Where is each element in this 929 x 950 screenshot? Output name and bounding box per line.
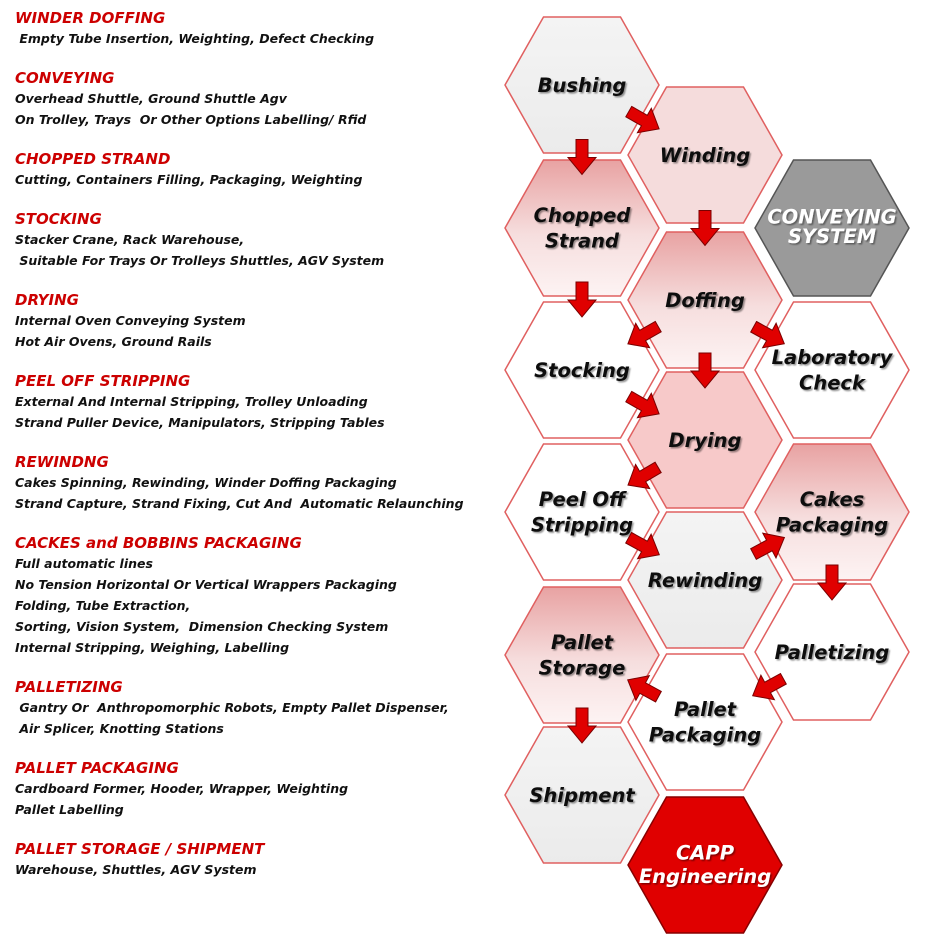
hexagon-label: Pallet xyxy=(550,631,614,655)
hexagon-label: Palletizing xyxy=(774,640,890,664)
section-detail-line: Empty Tube Insertion, Weighting, Defect Checking xyxy=(15,31,375,46)
hexagon-shape xyxy=(505,587,659,723)
hexagon-capp-engineering xyxy=(628,797,782,933)
hexagon-label: Bushing xyxy=(537,73,627,97)
section-detail-line: Cutting, Containers Filling, Packaging, Weighting xyxy=(15,172,363,187)
section-detail-line: Full automatic lines xyxy=(15,556,153,571)
hexagon-label: Shipment xyxy=(529,783,635,807)
section-detail-line: No Tension Horizontal Or Vertical Wrappers Packaging xyxy=(15,577,397,592)
hexagon-label: Cakes xyxy=(799,488,865,512)
hexagon-stocking xyxy=(505,302,659,438)
section-detail-line: Internal Stripping, Weighing, Labelling xyxy=(15,640,290,655)
section-title: CACKES and BOBBINS PACKAGING xyxy=(15,534,302,552)
section-detail-line: Hot Air Ovens, Ground Rails xyxy=(15,334,212,349)
section-detail-line: Pallet Labelling xyxy=(15,802,124,817)
hexagon-chopped-strand xyxy=(505,160,659,296)
section-title: PALLETIZING xyxy=(15,678,123,696)
section-title: PALLET PACKAGING xyxy=(15,759,179,777)
section-detail-line: Suitable For Trays Or Trolleys Shuttles, AGV System xyxy=(15,253,385,268)
hexagon-label: Peel Off xyxy=(538,488,626,512)
hexagon-label: Pallet xyxy=(673,698,737,722)
hexagon-label: Chopped xyxy=(533,204,631,228)
section-detail-line: Cakes Spinning, Rewinding, Winder Doffing Packaging xyxy=(15,475,397,490)
hexagon-label: CAPP xyxy=(676,841,734,865)
hexagon-pallet-packaging xyxy=(628,654,782,790)
section-detail-line: Strand Capture, Strand Fixing, Cut And Automatic Relaunching xyxy=(15,496,464,511)
hexagon-shape xyxy=(505,160,659,296)
hexagon-label: Stocking xyxy=(534,358,630,382)
section-detail-line: On Trolley, Trays Or Other Options Labelling/ Rfid xyxy=(15,112,367,127)
hexagon-label: Storage xyxy=(538,656,626,680)
section-detail-line: Strand Puller Device, Manipulators, Stripping Tables xyxy=(15,415,385,430)
hexagon-pallet-storage xyxy=(505,587,659,723)
section-detail-line: Air Splicer, Knotting Stations xyxy=(15,721,224,736)
hexagon-shipment xyxy=(505,727,659,863)
hexagon-rewinding xyxy=(628,512,782,648)
hexagon-label: CONVEYING xyxy=(767,205,897,229)
hexagon-palletizing xyxy=(755,584,909,720)
hexagon-label: Laboratory xyxy=(771,346,893,370)
hexagon-label: Winding xyxy=(659,143,751,167)
hexagon-bushing xyxy=(505,17,659,153)
hexagon-label: Strand xyxy=(545,229,619,253)
hexagon-label: Packaging xyxy=(648,723,762,747)
hexagon-label: Rewinding xyxy=(647,568,763,592)
section-title: DRYING xyxy=(15,291,79,309)
section-detail-line: Gantry Or Anthropomorphic Robots, Empty Pallet Dispenser, xyxy=(15,700,449,715)
section-title: STOCKING xyxy=(15,210,102,228)
section-detail-line: Folding, Tube Extraction, xyxy=(15,598,191,613)
hexagon-label: Packaging xyxy=(775,513,889,537)
section-title: PALLET STORAGE / SHIPMENT xyxy=(15,840,265,858)
hexagon-conveying-system xyxy=(755,160,909,296)
hexagon-label: Doffing xyxy=(665,288,745,312)
hexagon-label: Drying xyxy=(668,428,742,452)
hexagon-shape xyxy=(755,444,909,580)
section-detail-line: Cardboard Former, Hooder, Wrapper, Weighting xyxy=(15,781,349,796)
section-detail-line: Stacker Crane, Rack Warehouse, xyxy=(15,232,245,247)
hexagon-drying xyxy=(628,372,782,508)
hexagon-shape xyxy=(755,302,909,438)
hexagon-winding xyxy=(628,87,782,223)
hexagon-label: Engineering xyxy=(638,865,772,888)
section-title: CHOPPED STRAND xyxy=(15,150,171,168)
hexagon-label: SYSTEM xyxy=(787,225,877,248)
section-title: REWINDNG xyxy=(15,453,109,471)
section-title: WINDER DOFFING xyxy=(15,9,166,27)
hexagon-laboratory-check xyxy=(755,302,909,438)
section-detail-line: Warehouse, Shuttles, AGV System xyxy=(15,862,257,877)
section-detail-line: Overhead Shuttle, Ground Shuttle Agv xyxy=(15,91,287,106)
hexagon-label: Check xyxy=(799,371,865,395)
section-detail-line: Internal Oven Conveying System xyxy=(15,313,246,328)
section-detail-line: Sorting, Vision System, Dimension Checking System xyxy=(15,619,389,634)
section-detail-line: External And Internal Stripping, Trolley Unloading xyxy=(15,394,368,409)
section-title: PEEL OFF STRIPPING xyxy=(15,372,191,390)
hexagon-label: Stripping xyxy=(530,513,634,537)
hexagon-cakes-packaging xyxy=(755,444,909,580)
hexagon-shape xyxy=(628,654,782,790)
hexagon-doffing xyxy=(628,232,782,368)
section-title: CONVEYING xyxy=(15,69,115,87)
